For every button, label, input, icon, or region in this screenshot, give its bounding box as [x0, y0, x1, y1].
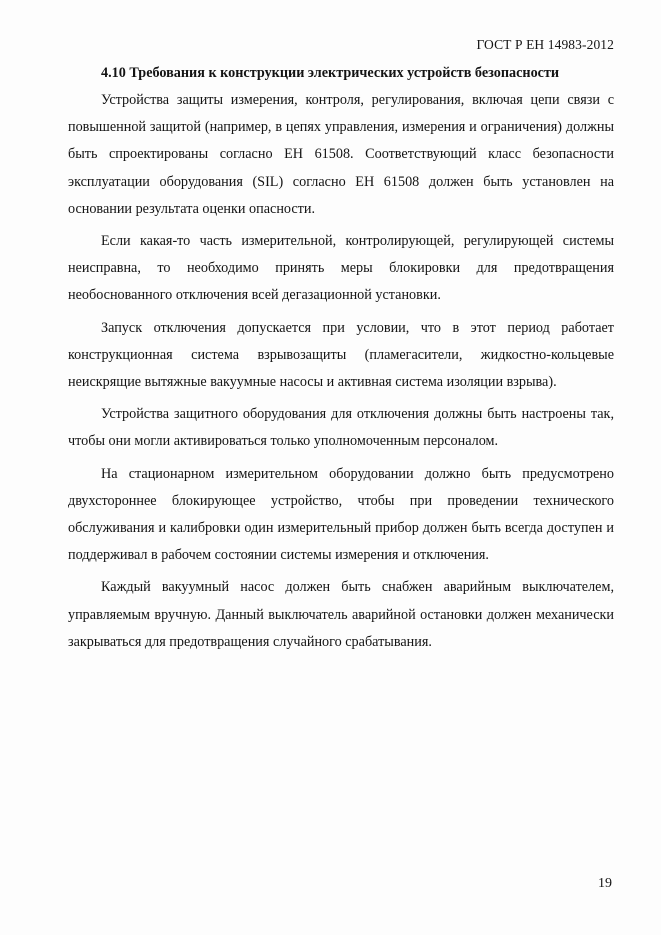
paragraph: Устройства защитного оборудования для отключения должны быть настроены так, чтобы они могли активироваться только уполномоченным персоналом. — [68, 406, 614, 450]
paragraph: Если какая-то часть измерительной, контролирующей, регулирующей системы неисправна, то необходимо принять меры блокировки для предотвращения необоснованного отключения всей дегазационной установки. — [68, 233, 614, 304]
paragraph: Запуск отключения допускается при условии, что в этот период работает конструкционная система взрывозащиты (пламегасители, жидкостно-кольцевые неискрящие вытяжные вакуумные насосы и активная система изоляции взрыва). — [68, 319, 614, 391]
page-content — [68, 60, 614, 661]
standard-code-header: ГОСТ Р ЕН 14983-2012 — [476, 37, 614, 52]
section-title: 4.10 Требования к конструкции электрических устройств безопасности — [101, 65, 560, 81]
paragraph: На стационарном измерительном оборудовании должно быть предусмотрено двухстороннее блокирующее устройство, чтобы при проведении технического обслуживания и калибровки один измерительный прибор должен быть всегда доступен и поддерживал в рабочем состоянии системы измерения и отключения. — [68, 465, 614, 564]
paragraph: Каждый вакуумный насос должен быть снабжен аварийным выключателем, управляемым вручную. Данный выключатель аварийной остановки должен механически закрываться для предотвращения случайного срабатывания. — [68, 579, 614, 650]
page-number: 19 — [598, 876, 612, 891]
paragraph: Устройства защиты измерения, контроля, регулирования, включая цепи связи с повышенной защитой (например, в цепях управления, измерения и ограничения) должны быть спроектированы согласно ЕН 61508. Соответствующий класс безопасности эксплуатации оборудования (SIL) согласно ЕН 61508 должен быть установлен на основании результата оценки опасности. — [68, 92, 614, 217]
